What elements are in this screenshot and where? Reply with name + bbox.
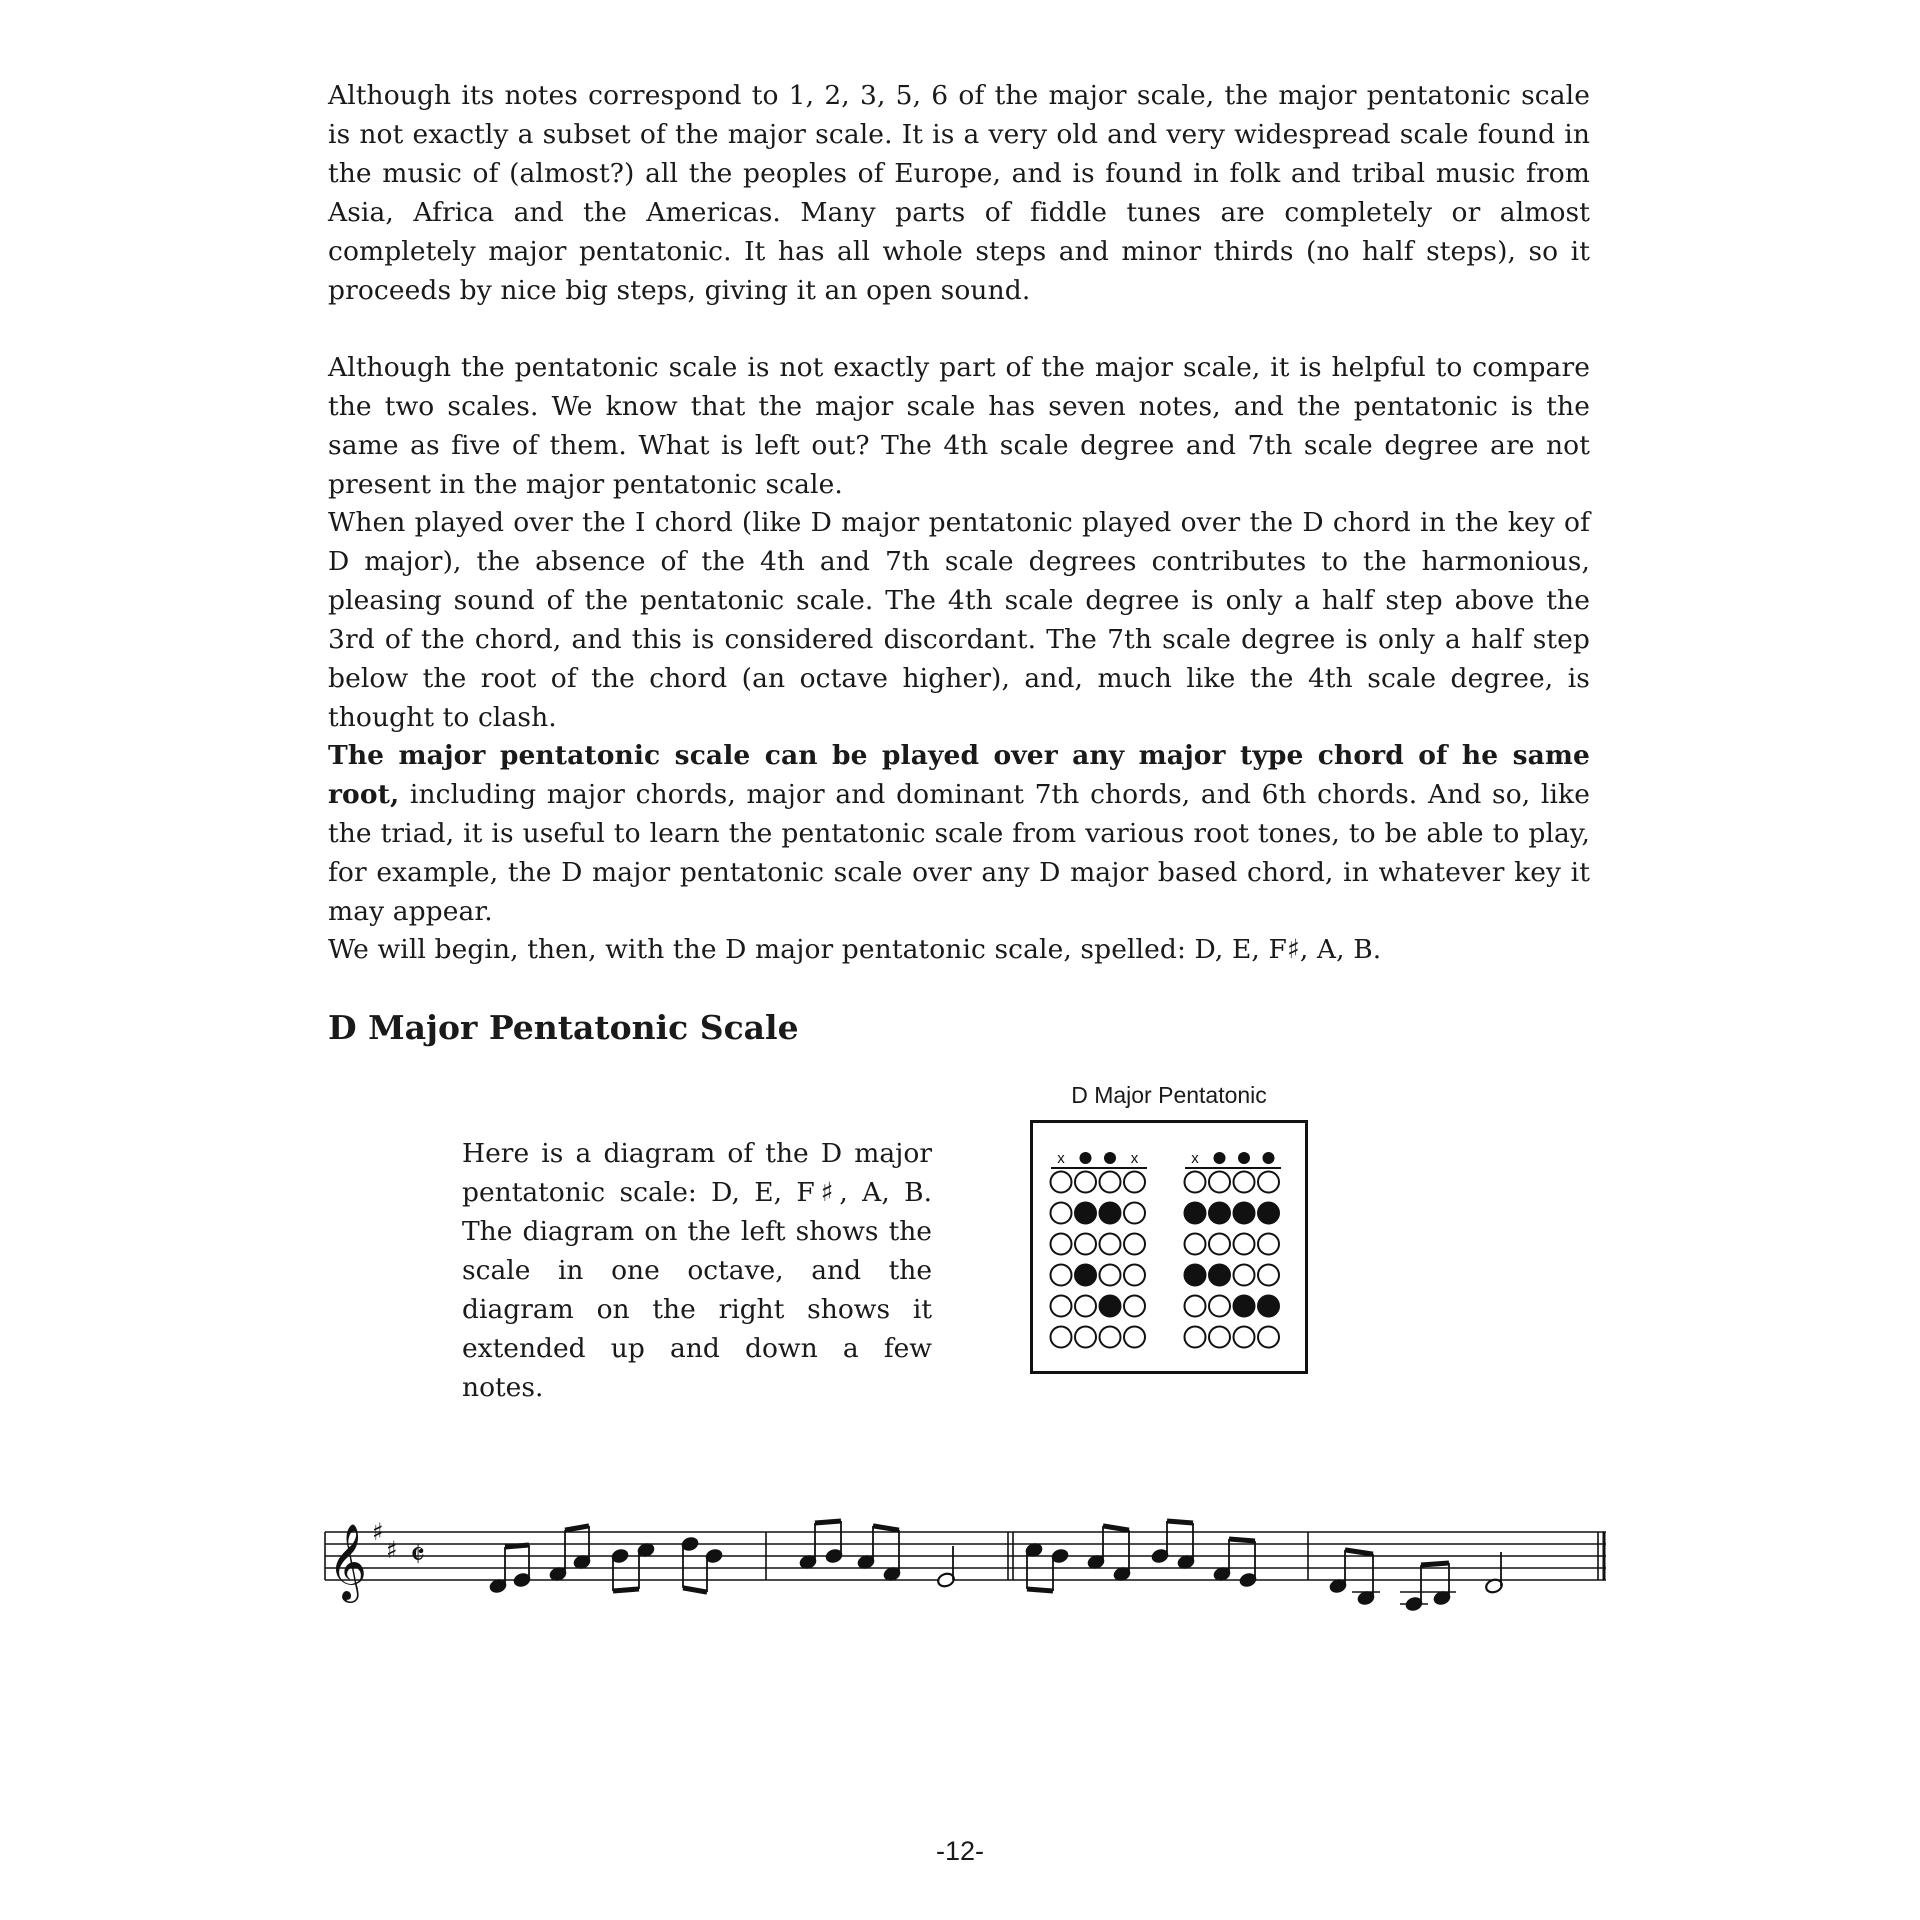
left-header-dot bbox=[1104, 1152, 1116, 1164]
diagram-title: D Major Pentatonic bbox=[1071, 1082, 1267, 1108]
right-finger-open bbox=[1234, 1265, 1255, 1286]
left-header-x: x bbox=[1130, 1150, 1139, 1167]
right-finger-open bbox=[1185, 1327, 1206, 1348]
left-finger-open bbox=[1051, 1265, 1072, 1286]
right-finger-open bbox=[1209, 1234, 1230, 1255]
left-finger-open bbox=[1124, 1296, 1145, 1317]
paragraph-spelling: We will begin, then, with the D major pentatonic scale, spelled: D, E, F♯, A, B. bbox=[328, 934, 1382, 965]
right-finger-open bbox=[1234, 1172, 1255, 1193]
note-beam bbox=[683, 1588, 707, 1592]
right-finger-open bbox=[1258, 1265, 1279, 1286]
right-finger-open bbox=[1185, 1172, 1206, 1193]
fingering-chart bbox=[1030, 1120, 1308, 1374]
right-finger-open bbox=[1258, 1327, 1279, 1348]
note-beam bbox=[1103, 1526, 1129, 1530]
sharp-f-icon: ♯ bbox=[372, 1518, 384, 1546]
right-finger-filled bbox=[1258, 1203, 1279, 1224]
left-finger-open bbox=[1075, 1327, 1096, 1348]
left-finger-open bbox=[1075, 1234, 1096, 1255]
left-finger-filled bbox=[1075, 1265, 1096, 1286]
left-finger-filled bbox=[1075, 1203, 1096, 1224]
note-beam bbox=[1345, 1550, 1373, 1554]
right-finger-open bbox=[1185, 1296, 1206, 1317]
left-finger-filled bbox=[1100, 1296, 1121, 1317]
note-beam bbox=[1167, 1521, 1193, 1523]
page-number: -12- bbox=[935, 1836, 984, 1866]
left-finger-open bbox=[1075, 1296, 1096, 1317]
usage-bold-statement: The major pentatonic scale can be played over any major type chord of he same root, bbox=[328, 740, 1590, 810]
staff-lines bbox=[325, 1532, 1606, 1580]
right-finger-open bbox=[1185, 1234, 1206, 1255]
treble-clef-icon: 𝄞 bbox=[328, 1523, 368, 1600]
left-finger-open bbox=[1051, 1296, 1072, 1317]
note-beam bbox=[815, 1521, 841, 1523]
left-finger-open bbox=[1124, 1265, 1145, 1286]
right-finger-filled bbox=[1185, 1203, 1206, 1224]
right-finger-open bbox=[1209, 1327, 1230, 1348]
right-finger-open bbox=[1258, 1234, 1279, 1255]
right-finger-filled bbox=[1258, 1296, 1279, 1317]
left-finger-filled bbox=[1100, 1203, 1121, 1224]
left-finger-open bbox=[1051, 1234, 1072, 1255]
right-finger-open bbox=[1234, 1234, 1255, 1255]
paragraph-usage bbox=[328, 736, 1590, 931]
right-header-x: x bbox=[1191, 1150, 1199, 1167]
usage-rest: including major chords, major and dominant 7th chords, and 6th chords. And so, like the triad, it is useful to learn the pentatonic scale from various root tones, to be able to play, for example, the D major pentatonic scale over any D major based chord, in whatever key it may appear. bbox=[328, 779, 1590, 927]
section-heading: D Major Pentatonic Scale bbox=[328, 1008, 799, 1047]
right-finger-filled bbox=[1209, 1203, 1230, 1224]
paragraph-harmony: When played over the I chord (like D major pentatonic played over the D chord in the key of D major), the absence of the 4th and 7th scale degrees contributes to the harmonious, pleasing sound of the pentatonic scale. The 4th scale degree is only a half step above the 3rd of the chord, and this is considered discordant. The 7th scale degree is only a half step below the root of the chord (an octave higher), and, much like the 4th scale degree, is thought to clash. bbox=[328, 507, 1590, 733]
left-finger-open bbox=[1100, 1265, 1121, 1286]
paragraph-comparison: Although the pentatonic scale is not exactly part of the major scale, it is helpful to compare the two scales. We know that the major scale has seven notes, and the pentatonic is the same as five of them. What is left out? The 4th scale degree and 7th scale degree are not present in the major pentatonic scale. bbox=[328, 352, 1590, 500]
right-header-dot bbox=[1238, 1152, 1250, 1164]
left-finger-open bbox=[1124, 1234, 1145, 1255]
right-finger-open bbox=[1209, 1172, 1230, 1193]
right-finger-filled bbox=[1209, 1265, 1230, 1286]
right-finger-filled bbox=[1234, 1203, 1255, 1224]
left-header-dot bbox=[1080, 1152, 1092, 1164]
right-finger-open bbox=[1234, 1327, 1255, 1348]
time-signature: 𝄵 bbox=[410, 1535, 426, 1575]
right-header-dot bbox=[1263, 1152, 1275, 1164]
left-finger-open bbox=[1100, 1327, 1121, 1348]
sharp-c-icon: ♯ bbox=[386, 1536, 398, 1564]
note-beam bbox=[1229, 1539, 1255, 1541]
note-beam bbox=[1421, 1563, 1449, 1565]
note-beam bbox=[565, 1526, 589, 1530]
left-finger-open bbox=[1051, 1203, 1072, 1224]
left-finger-open bbox=[1124, 1203, 1145, 1224]
right-finger-filled bbox=[1234, 1296, 1255, 1317]
music-staff bbox=[318, 1480, 1618, 1640]
right-header-dot bbox=[1214, 1152, 1226, 1164]
left-header-x: x bbox=[1057, 1150, 1065, 1167]
left-finger-open bbox=[1051, 1172, 1072, 1193]
left-finger-open bbox=[1124, 1172, 1145, 1193]
left-finger-open bbox=[1100, 1234, 1121, 1255]
left-finger-open bbox=[1124, 1327, 1145, 1348]
right-finger-open bbox=[1258, 1172, 1279, 1193]
right-finger-open bbox=[1209, 1296, 1230, 1317]
paragraph-intro: Although its notes correspond to 1, 2, 3, 5, 6 of the major scale, the major pentatonic scale is not exactly a subset of the major scale. It is a very old and very widespread scale found in the music of (almost?) all the peoples of Europe, and is found in folk and tribal music from Asia, Africa and the Americas. Many parts of fiddle tunes are completely or almost completely major pentatonic. It has all whole steps and minor thirds (no half steps), so it proceeds by nice big steps, giving it an open sound. bbox=[328, 80, 1590, 306]
note-beam bbox=[613, 1589, 639, 1591]
left-finger-open bbox=[1075, 1172, 1096, 1193]
left-finger-open bbox=[1100, 1172, 1121, 1193]
right-finger-filled bbox=[1185, 1265, 1206, 1286]
fingering-chart-svg bbox=[1033, 1123, 1305, 1371]
left-finger-open bbox=[1051, 1327, 1072, 1348]
note-beam bbox=[873, 1526, 899, 1530]
notes-layer bbox=[488, 1521, 1503, 1612]
note-beam bbox=[505, 1545, 529, 1547]
note-beam bbox=[1027, 1589, 1053, 1591]
diagram-description: Here is a diagram of the D major pentatonic scale: D, E, F♯, A, B. The diagram on the left shows the scale in one octave, and the diagram on the right shows it extended up and down a few notes. bbox=[462, 1138, 932, 1403]
